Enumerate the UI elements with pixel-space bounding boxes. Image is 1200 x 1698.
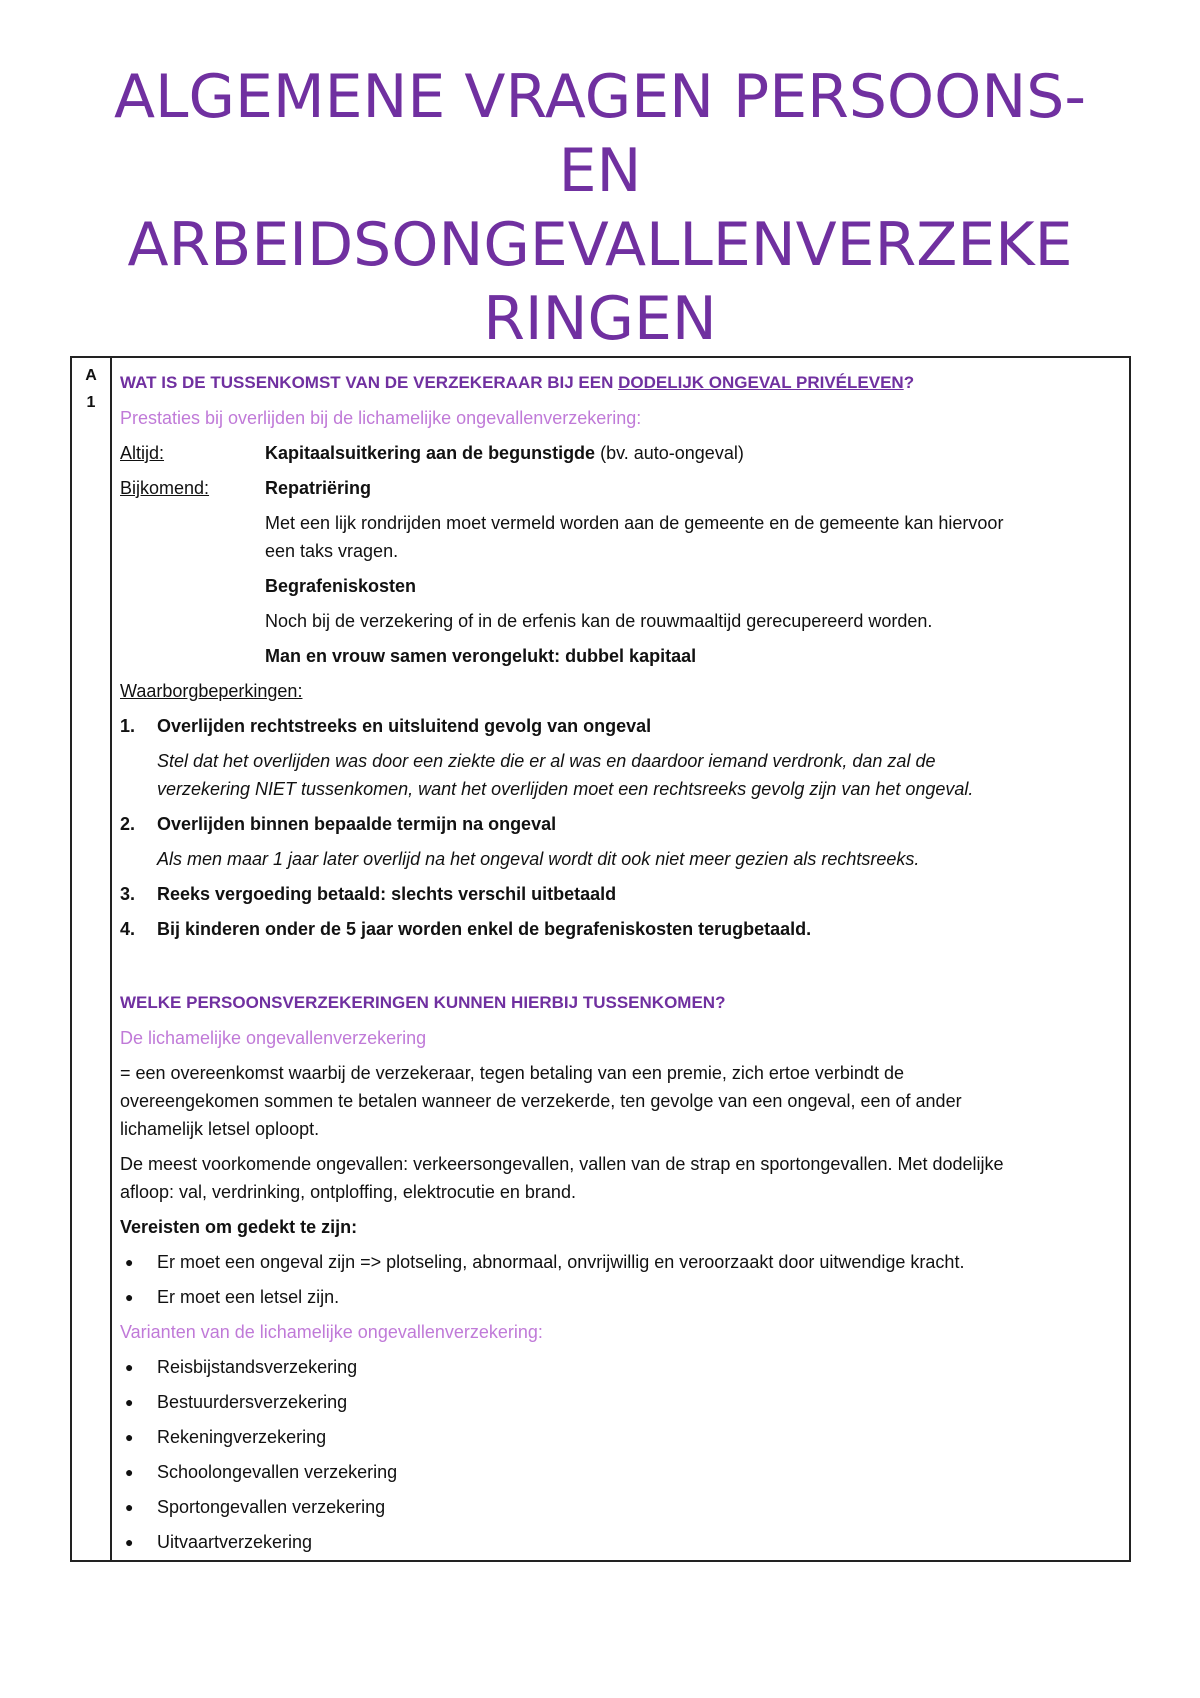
row-label-letter: A	[85, 367, 97, 384]
subheading-varianten: Varianten van de lichamelijke ongevallenverzekering:	[120, 1322, 543, 1342]
list-number: 2.	[120, 814, 136, 834]
meest-line: afloop: val, verdrinking, ontploffing, elektrocutie en brand.	[120, 1182, 576, 1202]
vereisten-label: Vereisten om gedekt te zijn:	[120, 1217, 358, 1237]
variant-item: Bestuurdersverzekering	[157, 1392, 348, 1412]
content-table	[70, 356, 1131, 1562]
altijd-rest: (bv. auto-ongeval)	[595, 443, 744, 463]
meest-line: De meest voorkomende ongevallen: verkeersongevallen, vallen van de strap en sportongevallen. Met dodelijke	[120, 1154, 1004, 1174]
bullet-icon: ●	[125, 1289, 134, 1305]
variant-item: Reisbijstandsverzekering	[157, 1357, 358, 1377]
bullet-icon: ●	[125, 1429, 134, 1445]
waarborg-item-title: Overlijden rechtstreeks en uitsluitend gevolg van ongeval	[157, 716, 652, 736]
question-heading-2: WELKE PERSOONSVERZEKERINGEN KUNNEN HIERBIJ TUSSENKOMEN?	[120, 993, 726, 1012]
definition-line: = een overeenkomst waarbij de verzekeraar, tegen betaling van een premie, zich ertoe verbindt de	[120, 1063, 904, 1083]
bijkomend-label: Bijkomend:	[120, 478, 210, 498]
question-underlined: DODELIJK ONGEVAL PRIVÉLEVEN	[618, 373, 904, 392]
variant-item: Uitvaartverzekering	[157, 1532, 313, 1552]
waarborg-item-text: Stel dat het overlijden was door een ziekte die er al was en daardoor iemand verdronk, dan zal de	[157, 751, 936, 771]
waarborg-label: Waarborgbeperkingen:	[120, 681, 303, 701]
repatriering-heading: Repatriëring	[265, 478, 372, 498]
vereiste-item: Er moet een letsel zijn.	[157, 1287, 340, 1307]
title-line: EN	[558, 136, 642, 206]
title-line: ARBEIDSONGEVALLENVERZEKE	[127, 210, 1073, 280]
waarborg-item-title: Reeks vergoeding betaald: slechts verschil uitbetaald	[157, 884, 617, 904]
subheading-lichamelijke: De lichamelijke ongevallenverzekering	[120, 1028, 427, 1048]
row-label-number: 1	[86, 394, 96, 411]
waarborg-item-title: Bij kinderen onder de 5 jaar worden enkel de begrafeniskosten terugbetaald.	[157, 919, 812, 939]
question-heading-1	[120, 371, 914, 395]
begrafenis-heading: Begrafeniskosten	[265, 576, 417, 596]
vereiste-item: Er moet een ongeval zijn => plotseling, abnormaal, onvrijwillig en veroorzaakt door uitwendige kracht.	[157, 1252, 965, 1272]
waarborg-item-title: Overlijden binnen bepaalde termijn na ongeval	[157, 814, 557, 834]
subheading-prestaties: Prestaties bij overlijden bij de lichamelijke ongevallenverzekering:	[120, 408, 642, 428]
variant-item: Schoolongevallen verzekering	[157, 1462, 398, 1482]
row-label-cell	[72, 358, 112, 1560]
altijd-label: Altijd:	[120, 443, 165, 463]
bullet-icon: ●	[125, 1359, 134, 1375]
bullet-icon: ●	[125, 1394, 134, 1410]
title-line: ALGEMENE VRAGEN PERSOONS-	[113, 62, 1086, 132]
page-title	[70, 60, 1130, 356]
definition-line: overeengekomen sommen te betalen wanneer de verzekerde, ten gevolge van een ongeval, een of ander	[120, 1091, 962, 1111]
begrafenis-text: Noch bij de verzekering of in de erfenis kan de rouwmaaltijd gerecupereerd worden.	[265, 611, 933, 631]
bullet-icon: ●	[125, 1499, 134, 1515]
repatriering-text-line: een taks vragen.	[265, 541, 399, 561]
definition-line: lichamelijk letsel oploopt.	[120, 1119, 320, 1139]
bullet-icon: ●	[125, 1464, 134, 1480]
man-vrouw-text: Man en vrouw samen verongelukt: dubbel kapitaal	[265, 646, 697, 666]
question-suffix: ?	[903, 373, 915, 392]
repatriering-text-line: Met een lijk rondrijden moet vermeld worden aan de gemeente en de gemeente kan hiervoor	[265, 513, 1004, 533]
waarborg-item-text: verzekering NIET tussenkomen, want het overlijden moet een rechtsreeks gevolg zijn van het ongeval.	[157, 779, 974, 799]
bullet-icon: ●	[125, 1254, 134, 1270]
variant-item: Sportongevallen verzekering	[157, 1497, 386, 1517]
list-number: 4.	[120, 919, 136, 939]
question-prefix: WAT IS DE TUSSENKOMST VAN DE VERZEKERAAR BIJ EEN	[120, 373, 619, 392]
list-number: 3.	[120, 884, 136, 904]
altijd-value	[265, 441, 744, 465]
altijd-bold: Kapitaalsuitkering aan de begunstigde	[265, 443, 596, 463]
list-number: 1.	[120, 716, 136, 736]
title-line: RINGEN	[483, 284, 717, 354]
variant-item: Rekeningverzekering	[157, 1427, 327, 1447]
waarborg-item-text: Als men maar 1 jaar later overlijd na het ongeval wordt dit ook niet meer gezien als rechtsreeks.	[157, 849, 920, 869]
bullet-icon: ●	[125, 1534, 134, 1550]
